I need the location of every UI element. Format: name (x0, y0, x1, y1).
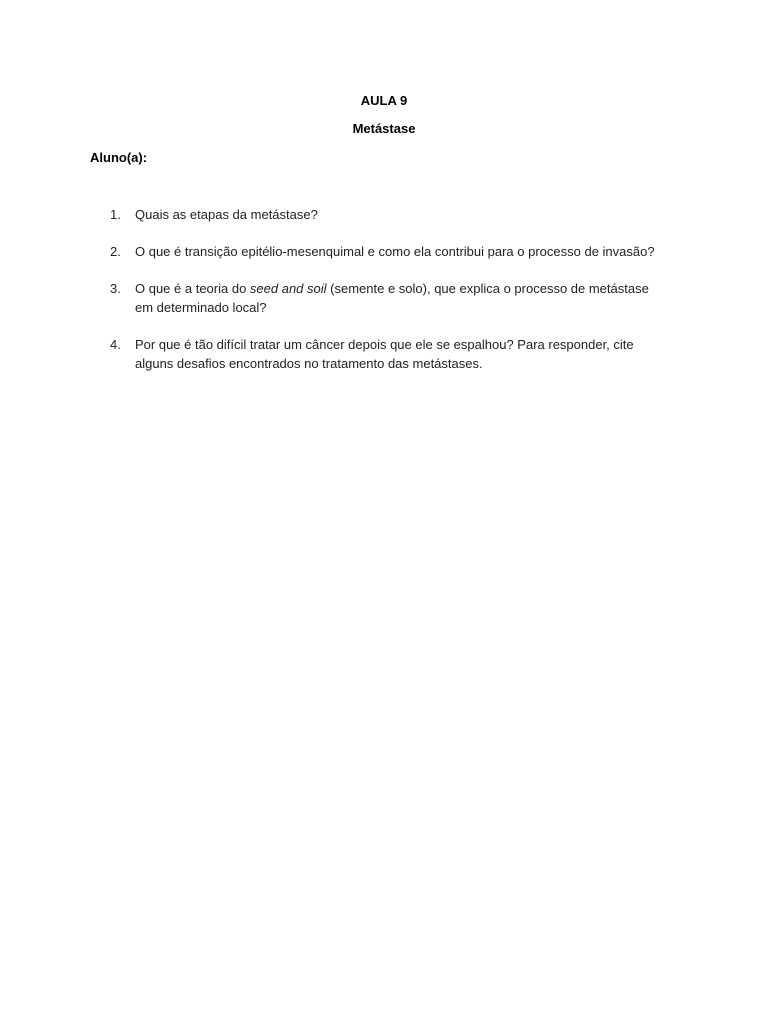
question-text: Por que é tão difícil tratar um câncer depois que ele se espalhou? Para responder, cite alguns desafios encontrados no tratamento das metástases. (135, 337, 634, 371)
question-text (135, 281, 649, 315)
question-list (90, 205, 670, 391)
question-text: Quais as etapas da metástase? (135, 207, 318, 222)
question-text-italic: seed and soil (249, 281, 327, 296)
topic-title: Metástase (352, 121, 416, 136)
question-item (90, 279, 670, 317)
question-text-end: (semente e solo), que explica o processo de metástase em determinado local? (135, 281, 649, 315)
question-text-start: O que é a teoria do (135, 281, 250, 296)
question-number: 2. (110, 244, 121, 259)
question-item (90, 205, 670, 224)
question-number: 1. (110, 207, 121, 222)
question-number: 3. (110, 281, 121, 296)
question-item (90, 335, 670, 373)
question-text: O que é transição epitélio-mesenquimal e como ela contribui para o processo de invasão? (135, 244, 655, 259)
question-number: 4. (110, 337, 121, 352)
question-item (90, 242, 670, 261)
student-name-label: Aluno(a): (90, 150, 148, 165)
lesson-title: AULA 9 (360, 93, 408, 108)
